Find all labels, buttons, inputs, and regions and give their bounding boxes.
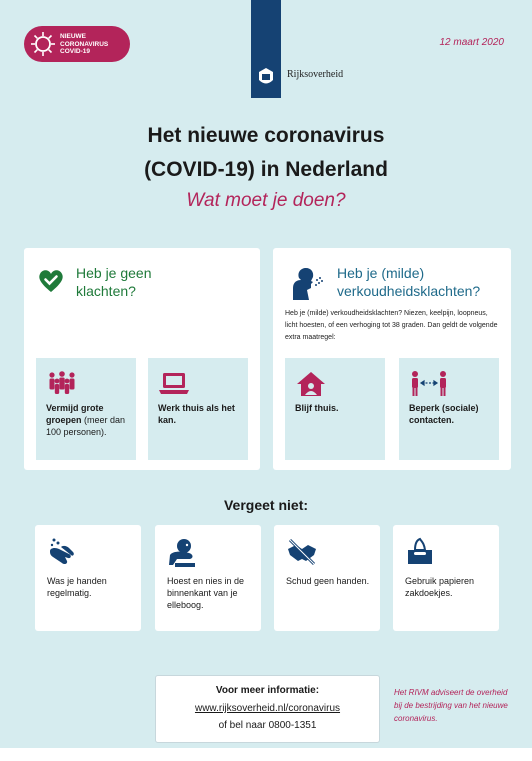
house-icon	[295, 370, 327, 398]
tile-limit-contacts-text: Beperk (sociale) contacten.	[409, 403, 479, 425]
mild-symptoms-description: Heb je (milde) verkoudheidsklachten? Niezen, keelpijn, loopneus, licht hoesten, of een verhoging tot 38 graden. Dan geldt de volgende extra maatregel:	[285, 310, 498, 341]
laptop-icon	[158, 370, 190, 398]
distance-people-icon	[409, 370, 449, 398]
tile-stay-home-text: Blijf thuis.	[295, 403, 339, 413]
more-info-heading: Voor meer informatie:	[215, 685, 320, 696]
page-subtitle: Wat moet je doen?	[186, 190, 346, 211]
virus-icon	[30, 31, 56, 57]
more-info-phone: of bel naar 0800-1351	[218, 720, 317, 731]
bottom-margin	[0, 748, 532, 761]
card-paper-tissues-text: Gebruik papieren zakdoekjes.	[405, 576, 475, 598]
group-of-people-icon	[46, 370, 78, 398]
card-paper-tissues	[393, 525, 499, 631]
card-no-handshake-text: Schud geen handen.	[286, 576, 370, 586]
tile-work-home	[148, 358, 248, 460]
card-wash-hands	[35, 525, 141, 631]
page-title-line2: (COVID-19) in Nederland	[144, 158, 388, 181]
card-cough-elbow	[155, 525, 261, 631]
no-symptoms-heading: Heb je geen klachten?	[76, 265, 152, 299]
tile-stay-home	[285, 358, 385, 460]
wash-hands-icon	[47, 537, 77, 567]
cough-elbow-icon	[167, 537, 197, 567]
card-wash-hands-text: Was je handen regelmatig.	[47, 576, 107, 598]
covid-badge	[24, 26, 130, 62]
card-no-handshake	[274, 525, 380, 631]
tissue-box-icon	[405, 537, 435, 567]
tile-avoid-groups-text: Vermijd grote groepen (meer dan 100 personen).	[46, 403, 126, 437]
no-handshake-icon	[286, 537, 318, 567]
no-symptoms-panel	[24, 248, 260, 470]
mild-symptoms-heading: Heb je (milde) verkoudheidsklachten?	[337, 265, 481, 299]
crest-icon	[256, 66, 276, 88]
sneezing-person-icon	[289, 266, 325, 300]
mild-symptoms-panel	[273, 248, 511, 470]
heart-check-icon	[38, 268, 64, 294]
tile-avoid-groups	[36, 358, 136, 460]
badge-text: NIEUWE CORONAVIRUS COVID-19	[60, 33, 109, 55]
rijksoverheid-logo-text: Rijksoverheid	[287, 69, 344, 80]
card-cough-elbow-text: Hoest en nies in de binnenkant van je elleboog.	[167, 576, 245, 610]
page-title-line1: Het nieuwe coronavirus	[147, 124, 385, 147]
more-info-link[interactable]: www.rijksoverheid.nl/coronavirus	[194, 703, 341, 714]
tile-limit-contacts	[399, 358, 499, 460]
more-info-box	[155, 675, 380, 743]
tile-work-home-text: Werk thuis als het kan.	[158, 403, 235, 425]
rivm-note: Het RIVM adviseert de overheid bij de bestrijding van het nieuwe coronavirus.	[394, 688, 508, 723]
reminders-heading: Vergeet niet:	[223, 497, 309, 513]
date: 12 maart 2020	[439, 37, 504, 48]
